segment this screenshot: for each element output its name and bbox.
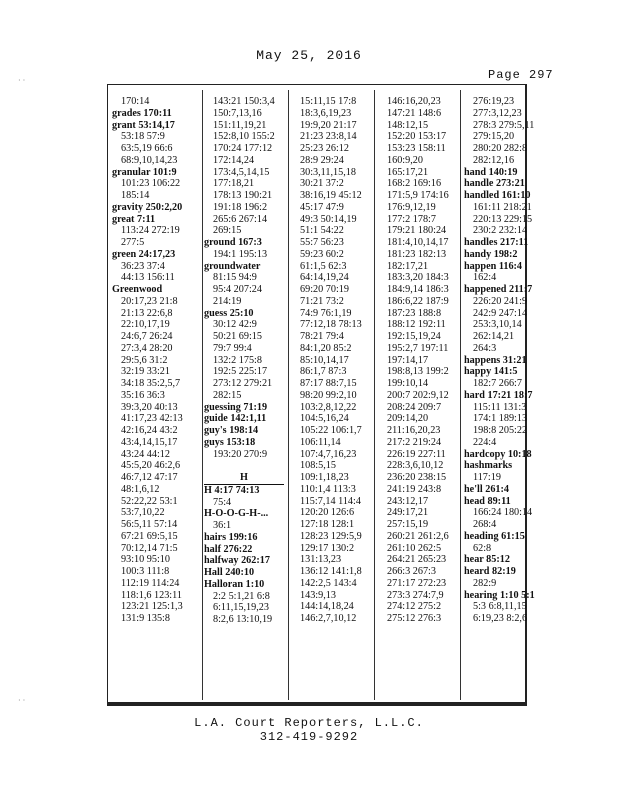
column-divider [202, 90, 203, 700]
index-line: 161:11 218:21 [473, 201, 532, 213]
index-line: 186:6,22 187:9 [387, 295, 449, 307]
index-line: 128:23 129:5,9 [300, 530, 362, 542]
index-line: 208:24 209:7 [387, 401, 442, 413]
index-line: 22:10,17,19 [121, 319, 170, 331]
index-line: 56:5,11 57:14 [121, 519, 178, 530]
index-term: heading 61:15 [464, 530, 525, 542]
index-line: 115:11 131:3 [473, 401, 527, 413]
section-letter: H [204, 472, 284, 485]
index-term: happens 31:21 [464, 354, 527, 366]
index-line: 268:4 [473, 519, 497, 530]
index-line: 185:14 [121, 190, 150, 201]
index-line: 39:3,20 40:13 [121, 401, 178, 413]
index-line: 243:12,17 [387, 495, 429, 507]
index-line: 273:3 274:7,9 [387, 589, 444, 601]
index-line: 29:5,6 31:2 [121, 354, 168, 366]
index-line: 170:24 177:12 [213, 143, 273, 154]
index-line: 146:16,20,23 [387, 96, 441, 107]
index-term: guess 25:10 [204, 307, 254, 319]
index-line: 191:18 196:2 [213, 201, 268, 213]
index-line: 41:17,23 42:13 [121, 413, 183, 425]
index-term: happen 116:4 [464, 260, 523, 272]
index-line: 61:1,5 62:3 [300, 260, 347, 272]
index-line: 127:18 128:1 [300, 519, 355, 530]
index-line: 104:5,16,24 [300, 413, 349, 425]
index-line: 106:11,14 [300, 436, 341, 448]
index-term: H 4:17 74:13 [204, 484, 260, 496]
index-line: 51:1 54:22 [300, 225, 344, 237]
index-line: 174:1 189:13 [473, 413, 528, 425]
index-line: 15:11,15 17:8 [300, 96, 357, 107]
index-column-3 [291, 96, 371, 700]
index-line: 21:23 23:8,14 [300, 131, 357, 143]
index-line: 85:10,14,17 [300, 354, 349, 366]
index-line: 198:8,13 199:2 [387, 366, 449, 378]
index-line: 25:23 26:12 [300, 143, 349, 154]
index-line: 68:9,10,14,23 [121, 154, 178, 166]
index-line: 30:3,11,15,18 [300, 166, 356, 178]
index-line: 132:2 175:8 [213, 354, 262, 366]
index-term: grant 53:14,17 [112, 119, 175, 131]
index-term: he'll 261:4 [464, 483, 509, 495]
scan-speck: · · [18, 696, 26, 705]
index-term: grades 170:11 [112, 107, 172, 119]
index-term: hardcopy 10:18 [464, 448, 532, 460]
index-line: 253:3,10,14 [473, 319, 522, 331]
index-term: handle 273:21 [464, 178, 525, 190]
index-line: 69:20 70:19 [300, 284, 349, 295]
index-line: 165:17,21 [387, 166, 429, 178]
index-line: 214:19 [213, 295, 242, 307]
index-line: 172:14,24 [213, 154, 255, 166]
index-line: 34:18 35:2,5,7 [121, 378, 181, 389]
index-line: 197:14,17 [387, 354, 429, 366]
index-term: hearing 1:10 5:1 [464, 589, 535, 601]
column-divider [460, 90, 461, 700]
index-line: 147:21 148:6 [387, 107, 442, 119]
index-line: 152:20 153:17 [387, 131, 447, 143]
index-line: 179:21 180:24 [387, 225, 447, 237]
index-term: H-O-O-G-H-... [204, 508, 269, 520]
index-line: 260:21 261:2,6 [387, 530, 449, 542]
index-term: hairs 199:16 [204, 531, 258, 543]
index-line: 282:12,16 [473, 154, 515, 166]
index-line: 198:8 205:22 [473, 425, 528, 436]
index-line: 282:9 [473, 577, 497, 589]
index-term: great 7:11 [112, 213, 156, 225]
index-line: 38:16,19 45:12 [300, 190, 362, 201]
index-line: 171:5,9 174:16 [387, 190, 449, 201]
index-term: gravity 250:2,20 [112, 201, 183, 213]
index-line: 151:11,19,21 [213, 119, 267, 131]
index-line: 188:12 192:11 [387, 319, 446, 331]
index-line: 36:1 [213, 520, 232, 531]
index-line: 177:18,21 [213, 178, 255, 190]
index-term: ground 167:3 [204, 237, 262, 248]
index-line: 71:21 73:2 [300, 295, 344, 307]
index-term: handled 161:10 [464, 190, 531, 201]
index-line: 50:21 69:15 [213, 331, 262, 342]
reporter-name: L.A. Court Reporters, L.L.C. [194, 716, 424, 730]
index-line: 170:14 [121, 96, 150, 107]
index-term: head 89:11 [464, 495, 511, 507]
index-line: 63:5,19 66:6 [121, 143, 173, 154]
index-line: 184:9,14 186:3 [387, 284, 449, 295]
index-line: 112:19 114:24 [121, 577, 180, 589]
index-term: handles 217:11 [464, 237, 529, 248]
transcript-date: May 25, 2016 [256, 48, 362, 63]
index-line: 35:16 36:3 [121, 389, 165, 401]
index-line: 271:17 272:23 [387, 577, 447, 589]
index-line: 194:1 195:13 [213, 248, 268, 260]
reporter-phone: 312-419-9292 [259, 730, 359, 744]
index-line: 236:20 238:15 [387, 472, 447, 483]
index-line: 181:23 182:13 [387, 248, 447, 260]
index-term: guy's 198:14 [204, 425, 259, 436]
index-line: 30:12 42:9 [213, 319, 257, 331]
index-line: 200:7 202:9,12 [387, 389, 449, 401]
index-line: 217:2 219:24 [387, 436, 442, 448]
index-line: 150:7,13,16 [213, 107, 262, 119]
index-line: 118:1,6 123:11 [121, 589, 182, 601]
index-line: 277:5 [121, 237, 145, 248]
index-line: 226:19 227:11 [387, 448, 446, 460]
index-line: 153:23 158:11 [387, 143, 446, 154]
index-term: guessing 71:19 [204, 401, 268, 413]
index-line: 113:24 272:19 [121, 225, 180, 237]
index-line: 280:20 282:8 [473, 143, 528, 154]
index-line: 109:1,18,23 [300, 472, 349, 483]
index-line: 142:2,5 143:4 [300, 577, 357, 589]
index-line: 123:21 125:1,3 [121, 601, 183, 613]
index-line: 49:3 50:14,19 [300, 213, 357, 225]
index-line: 120:20 126:6 [300, 507, 355, 519]
index-line: 8:2,6 13:10,19 [213, 614, 273, 625]
index-line: 86:1,7 87:3 [300, 366, 347, 378]
index-line: 228:3,6,10,12 [387, 460, 444, 472]
index-line: 136:12 141:1,8 [300, 566, 362, 577]
index-line: 43:24 44:12 [121, 448, 170, 460]
index-line: 27:3,4 28:20 [121, 342, 173, 354]
index-line: 277:3,12,23 [473, 107, 522, 119]
index-line: 59:23 60:2 [300, 248, 344, 260]
index-line: 43:4,14,15,17 [121, 436, 178, 448]
index-line: 220:13 229:15 [473, 213, 533, 225]
index-term: guide 142:1,11 [204, 413, 267, 425]
index-line: 192:5 225:17 [213, 366, 268, 378]
index-line: 131:9 135:8 [121, 613, 170, 624]
index-term: happened 211:7 [464, 284, 533, 295]
index-line: 52:22,22 53:1 [121, 495, 178, 507]
index-line: 160:9,20 [387, 154, 423, 166]
index-line: 100:3 111:8 [121, 566, 170, 577]
index-line: 24:6,7 26:24 [121, 331, 173, 342]
index-term: groundwater [204, 260, 261, 272]
index-term: halfway 262:17 [204, 555, 270, 567]
page-number: Page 297 [488, 68, 554, 82]
index-line: 195:2,7 197:11 [387, 342, 449, 354]
index-line: 173:4,5,14,15 [213, 166, 270, 178]
index-column-2 [204, 96, 284, 700]
index-line: 264:21 265:23 [387, 554, 447, 566]
index-line: 77:12,18 78:13 [300, 319, 362, 331]
index-line: 78:21 79:4 [300, 331, 344, 342]
index-line: 249:17,21 [387, 507, 429, 519]
index-line: 110:1,4 113:3 [300, 483, 356, 495]
index-line: 261:10 262:5 [387, 542, 442, 554]
index-term: Halloran 1:10 [204, 578, 265, 590]
index-line: 230:2 232:14 [473, 225, 528, 237]
index-line: 262:14,21 [473, 331, 515, 342]
index-line: 182:17,21 [387, 260, 429, 272]
index-line: 224:4 [473, 436, 497, 448]
index-line: 178:13 190:21 [213, 190, 273, 201]
index-line: 177:2 178:7 [387, 213, 436, 225]
index-line: 152:8,10 155:2 [213, 131, 275, 143]
index-line: 107:4,7,16,23 [300, 448, 357, 460]
index-line: 274:12 275:2 [387, 601, 442, 613]
index-line: 143:9,13 [300, 589, 336, 601]
index-line: 278:3 279:5,11 [473, 119, 535, 131]
index-line: 53:18 57:9 [121, 131, 165, 143]
index-term: granular 101:9 [112, 166, 177, 178]
index-line: 144:14,18,24 [300, 601, 354, 613]
index-line: 279:15,20 [473, 131, 515, 143]
index-line: 162:4 [473, 272, 497, 284]
index-line: 275:12 276:3 [387, 613, 442, 624]
index-line: 108:5,15 [300, 460, 336, 472]
index-line: 242:9 247:14 [473, 307, 528, 319]
index-line: 131:13,23 [300, 554, 342, 566]
index-line: 28:9 29:24 [300, 154, 344, 166]
index-line: 6:19,23 8:2,6 [473, 613, 528, 624]
index-line: 115:7,14 114:4 [300, 495, 361, 507]
index-line: 2:2 5:1,21 6:8 [213, 590, 270, 602]
index-line: 269:15 [213, 225, 242, 237]
index-line: 93:10 95:10 [121, 554, 170, 566]
index-line: 226:20 241:9 [473, 295, 528, 307]
index-line: 181:4,10,14,17 [387, 237, 449, 248]
index-line: 55:7 56:23 [300, 237, 344, 248]
index-line: 70:12,14 71:5 [121, 542, 178, 554]
index-line: 276:19,23 [473, 96, 515, 107]
index-term: hard 17:21 18:7 [464, 389, 533, 401]
index-term: green 24:17,23 [112, 248, 176, 260]
index-line: 21:13 22:6,8 [121, 307, 173, 319]
index-term: handy 198:2 [464, 248, 518, 260]
index-term: guys 153:18 [204, 436, 256, 448]
index-term: heard 82:19 [464, 566, 516, 577]
index-line: 30:21 37:2 [300, 178, 344, 190]
index-line: 193:20 270:9 [213, 448, 268, 460]
index-line: 32:19 33:21 [121, 366, 170, 378]
index-line: 182:7 266:7 [473, 378, 522, 389]
index-term: hear 85:12 [464, 554, 510, 566]
index-line: 176:9,12,19 [387, 201, 436, 213]
index-line: 20:17,23 21:8 [121, 295, 178, 307]
index-line: 273:12 279:21 [213, 378, 273, 389]
index-term: hand 140:19 [464, 166, 518, 178]
index-line: 265:6 267:14 [213, 213, 268, 225]
index-line: 36:23 37:4 [121, 260, 165, 272]
index-line: 105:22 106:1,7 [300, 425, 362, 436]
index-line: 166:24 180:14 [473, 507, 533, 519]
index-line: 148:12,15 [387, 119, 429, 131]
index-line: 84:1,20 85:2 [300, 342, 352, 354]
index-line: 44:13 156:11 [121, 272, 175, 284]
index-column-1 [112, 96, 192, 700]
index-line: 67:21 69:5,15 [121, 530, 178, 542]
scan-speck: · · [18, 76, 26, 85]
index-line: 264:3 [473, 342, 497, 354]
index-line: 53:7,10,22 [121, 507, 165, 519]
column-divider [374, 90, 375, 700]
index-line: 101:23 106:22 [121, 178, 181, 190]
index-line: 241:19 243:8 [387, 483, 442, 495]
index-line: 257:15,19 [387, 519, 429, 530]
index-line: 64:14,19,24 [300, 272, 349, 284]
index-line: 6:11,15,19,23 [213, 602, 269, 614]
index-line: 79:7 99:4 [213, 342, 252, 354]
index-line: 45:17 47:9 [300, 201, 344, 213]
index-line: 19:9,20 21:17 [300, 119, 357, 131]
index-line: 103:2,8,12,22 [300, 401, 357, 413]
index-column-4 [378, 96, 458, 700]
index-line: 183:3,20 184:3 [387, 272, 449, 284]
index-line: 75:4 [213, 496, 232, 508]
index-line: 45:5,20 46:2,6 [121, 460, 181, 472]
index-line: 95:4 207:24 [213, 284, 262, 295]
index-line: 199:10,14 [387, 378, 429, 389]
index-term: Greenwood [112, 284, 163, 295]
index-line: 42:16,24 43:2 [121, 425, 178, 436]
index-line: 46:7,12 47:17 [121, 472, 178, 483]
index-line: 81:15 94:9 [213, 272, 257, 284]
index-line: 18:3,6,19,23 [300, 107, 352, 119]
index-term: happy 141:5 [464, 366, 518, 378]
index-line: 146:2,7,10,12 [300, 613, 357, 624]
index-column-5 [464, 96, 544, 700]
index-line: 5:3 6:8,11,15 [473, 601, 527, 613]
index-line: 117:19 [473, 472, 501, 483]
index-line: 282:15 [213, 389, 242, 401]
index-line: 168:2 169:16 [387, 178, 442, 190]
index-line: 62:8 [473, 542, 492, 554]
column-divider [288, 90, 289, 700]
index-line: 209:14,20 [387, 413, 429, 425]
index-term: half 276:22 [204, 543, 253, 555]
index-line: 129:17 130:2 [300, 542, 355, 554]
index-line: 192:15,19,24 [387, 331, 441, 342]
index-line: 98:20 99:2,10 [300, 389, 357, 401]
index-line: 87:17 88:7,15 [300, 378, 357, 389]
index-term: Hall 240:10 [204, 567, 255, 578]
index-line [204, 460, 284, 472]
index-line: 266:3 267:3 [387, 566, 436, 577]
index-term: hashmarks [464, 460, 513, 472]
index-line: 143:21 150:3,4 [213, 96, 275, 107]
index-line: 48:1,6,12 [121, 483, 160, 495]
index-line: 211:16,20,23 [387, 425, 441, 436]
index-line: 187:23 188:8 [387, 307, 442, 319]
index-line: 74:9 76:1,19 [300, 307, 352, 319]
